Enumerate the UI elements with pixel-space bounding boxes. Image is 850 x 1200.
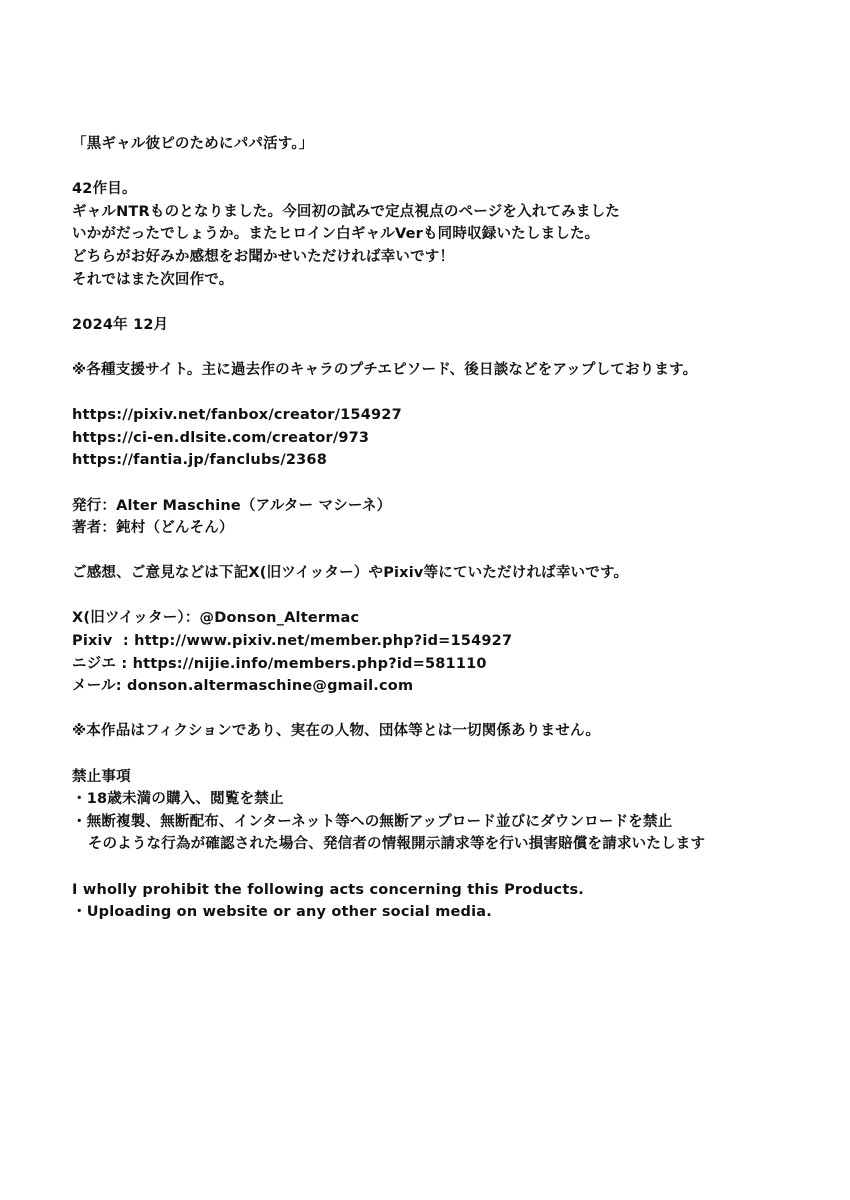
section-gap <box>72 585 812 608</box>
contacts-line: メール: donson.altermaschine@gmail.com <box>72 678 414 695</box>
support-note-section <box>72 359 812 382</box>
english-notice-line: I wholly prohibit the following acts concerning this Products. <box>72 881 585 898</box>
contacts-section <box>72 607 812 697</box>
contacts-line: ニジエ : https://nijie.info/members.php?id=581110 <box>72 655 487 672</box>
section-gap <box>72 336 812 359</box>
support-links-line: https://ci-en.dlsite.com/creator/973 <box>72 429 370 446</box>
prohibitions-section <box>72 766 812 856</box>
title-line: 「黒ギャル彼ピのためにパパ活す。」 <box>72 136 314 152</box>
credits-line: 発行：Alter Maschine（アルター マシーネ） <box>72 497 392 514</box>
contacts-line: Pixiv : http://www.pixiv.net/member.php?id=154927 <box>72 633 513 650</box>
section-gap <box>72 698 812 721</box>
date-line: 2024年 12月 <box>72 316 169 333</box>
title-section <box>72 133 812 156</box>
section-gap <box>72 540 812 563</box>
fiction-notice-line: ※本作品はフィクションであり、実在の人物、団体等とは一切関係ありません。 <box>72 723 601 740</box>
feedback-line: ご感想、ご意見などは下記X(旧ツイッター）やPixiv等にていただければ幸いです。 <box>72 565 629 582</box>
afterword-line: いかがだったでしょうか。またヒロイン白ギャルVerも同時収録いたしました。 <box>72 226 600 243</box>
section-gap <box>72 472 812 495</box>
section-gap <box>72 382 812 405</box>
afterword-line: 42作目。 <box>72 181 137 198</box>
support-links-line: https://fantia.jp/fanclubs/2368 <box>72 452 328 469</box>
credits-line: 著者：鈍村（どんそん） <box>72 520 234 537</box>
support-links-line: https://pixiv.net/fanbox/creator/154927 <box>72 407 402 424</box>
date-section <box>72 314 812 337</box>
afterword-line: それではまた次回作で。 <box>72 271 234 288</box>
afterword-line: どちらがお好みか感想をお聞かせいただければ幸いです！ <box>72 248 455 265</box>
contacts-line: X(旧ツイッター）：@Donson_Altermac <box>72 610 360 627</box>
prohibitions-line: 禁止事項 <box>72 768 131 785</box>
section-gap <box>72 156 812 179</box>
afterword-section <box>72 178 812 291</box>
english-notice-line: ・Uploading on website or any other social media. <box>72 904 492 921</box>
prohibitions-line: ・18歳未満の購入、閲覧を禁止 <box>72 791 284 808</box>
section-gap <box>72 291 812 314</box>
english-notice-section <box>72 879 812 924</box>
support-note-line: ※各種支援サイト。主に過去作のキャラのプチエピソード、後日談などをアップしております。 <box>72 361 698 378</box>
section-gap <box>72 743 812 766</box>
feedback-section <box>72 562 812 585</box>
prohibitions-line: ・無断複製、無断配布、インターネット等への無断アップロード並びにダウンロードを禁止 <box>72 813 673 830</box>
prohibitions-line: そのような行為が確認された場合、発信者の情報開示請求等を行い損害賠償を請求いたします <box>72 836 706 853</box>
section-gap <box>72 856 812 879</box>
afterword-document <box>72 133 812 924</box>
fiction-notice-section <box>72 720 812 743</box>
support-links-section <box>72 404 812 472</box>
credits-section <box>72 495 812 540</box>
afterword-line: ギャルNTRものとなりました。今回初の試みで定点視点のページを入れてみました <box>72 203 620 220</box>
